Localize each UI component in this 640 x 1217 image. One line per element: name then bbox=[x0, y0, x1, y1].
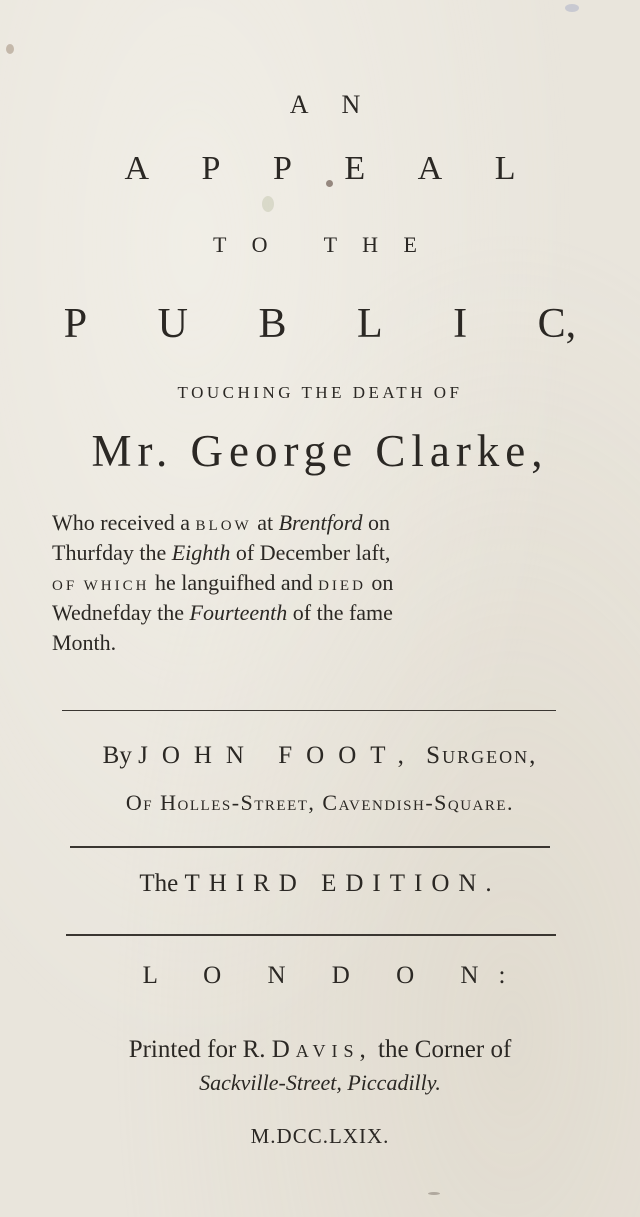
text-run: The bbox=[139, 870, 185, 897]
printer-name: Davis, bbox=[271, 1036, 372, 1063]
appeal-letter: E bbox=[344, 150, 366, 187]
imprint-date: M.DCC.LXIX. bbox=[250, 1124, 390, 1148]
title-to-the: T O T H E bbox=[213, 232, 427, 257]
text-run: at bbox=[251, 510, 279, 535]
title-touching: TOUCHING THE DEATH OF bbox=[177, 383, 463, 402]
author-role: Surgeon, bbox=[417, 742, 538, 769]
ink-blot bbox=[6, 44, 14, 54]
public-letter: U bbox=[157, 301, 188, 347]
title-appeal bbox=[0, 150, 640, 188]
public-letter: C, bbox=[537, 301, 577, 347]
description-line bbox=[52, 508, 612, 541]
title-an: A N bbox=[289, 90, 375, 119]
imprint-city: L O N D O N: bbox=[142, 962, 526, 989]
text-run: on bbox=[365, 570, 394, 595]
text-run: he languifhed and bbox=[149, 570, 319, 595]
author-line bbox=[0, 742, 640, 770]
text-run: on bbox=[362, 510, 391, 535]
text-run: the Corner of bbox=[371, 1036, 512, 1063]
ink-blot bbox=[262, 196, 274, 212]
text-run: of December laft, bbox=[230, 540, 391, 565]
appeal-letter: A bbox=[124, 150, 150, 187]
text-run: of the fame bbox=[287, 600, 393, 625]
text-run: Fourteenth bbox=[189, 600, 288, 625]
edition-line bbox=[0, 870, 640, 898]
text-run: DIED bbox=[318, 578, 366, 594]
public-letter: I bbox=[453, 301, 468, 347]
text-run: By bbox=[102, 742, 139, 769]
appeal-letter: L bbox=[494, 150, 516, 187]
text-run: OF WHICH bbox=[52, 578, 150, 594]
edition-text: THIRD EDITION. bbox=[184, 870, 501, 897]
appeal-letter: P bbox=[272, 150, 292, 187]
horizontal-rule bbox=[66, 934, 556, 936]
horizontal-rule bbox=[62, 710, 556, 711]
description-line bbox=[52, 568, 612, 601]
text-run: Printed for R. bbox=[128, 1036, 272, 1063]
title-public bbox=[0, 300, 640, 348]
imprint-printer bbox=[0, 1036, 640, 1064]
name-text: Mr. George Clarke, bbox=[91, 426, 549, 476]
public-letter: P bbox=[63, 301, 88, 347]
ink-blot bbox=[428, 1192, 440, 1195]
text-run: Who received a bbox=[52, 510, 196, 535]
description-line bbox=[52, 598, 612, 628]
title-name bbox=[0, 425, 640, 477]
description-line: Month. bbox=[52, 630, 117, 655]
author-address: Of Holles-Street, Cavendish-Square. bbox=[125, 790, 515, 815]
horizontal-rule bbox=[70, 846, 550, 848]
author-name: JOHN FOOT, bbox=[138, 742, 418, 769]
text-run: Eighth bbox=[171, 540, 231, 565]
text-run: Wednefday the bbox=[52, 600, 190, 625]
ink-blot bbox=[565, 4, 579, 12]
text-run: BLOW bbox=[195, 518, 252, 534]
description-line bbox=[52, 538, 612, 568]
public-letter: L bbox=[357, 301, 383, 347]
imprint-street: Sackville-Street, Piccadilly. bbox=[199, 1070, 441, 1095]
appeal-letter: P bbox=[201, 150, 221, 187]
public-letter: B bbox=[258, 301, 287, 347]
appeal-letter: A bbox=[417, 150, 443, 187]
text-run: Thurfday the bbox=[52, 540, 172, 565]
text-run: Brentford bbox=[278, 510, 363, 535]
